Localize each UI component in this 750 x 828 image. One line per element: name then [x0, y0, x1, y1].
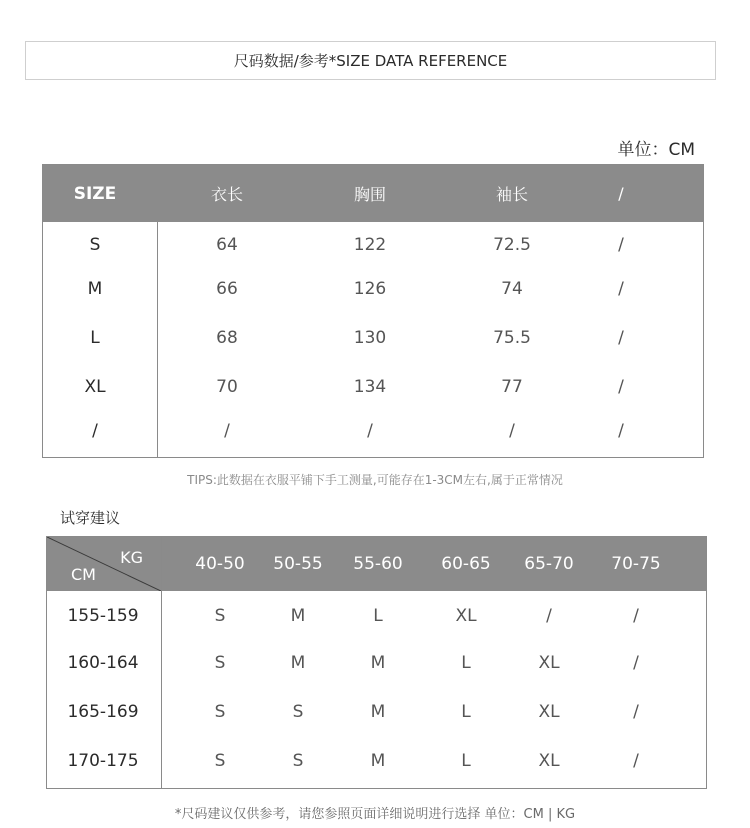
fit-cell: L	[373, 606, 383, 626]
sleeve-cell: /	[509, 421, 515, 441]
header-extra: /	[618, 184, 624, 203]
fit-cell: S	[214, 653, 226, 673]
fit-cell: M	[370, 653, 386, 673]
table-row	[47, 737, 706, 785]
header-sleeve: 袖长	[495, 185, 528, 204]
fit-cell: S	[292, 702, 304, 722]
corner-kg-label: KG	[120, 548, 143, 567]
weight-header: 65-70	[524, 554, 574, 574]
fit-section-title: 试穿建议	[60, 509, 121, 527]
fit-cell: L	[461, 702, 471, 722]
extra-cell: /	[618, 279, 624, 299]
fit-cell: /	[633, 751, 639, 771]
weight-header: 55-60	[353, 554, 403, 574]
size-cell: L	[90, 328, 100, 348]
table-row	[43, 266, 703, 312]
fit-cell: S	[214, 606, 226, 626]
table-row	[43, 315, 703, 361]
weight-header: 60-65	[441, 554, 491, 574]
height-cell: 155-159	[67, 606, 139, 626]
size-table-header	[43, 165, 703, 222]
size-cell: /	[92, 421, 98, 441]
header-length: 衣长	[210, 185, 243, 204]
size-cell: S	[89, 235, 101, 255]
fit-cell: M	[370, 702, 386, 722]
size-cell: XL	[84, 377, 106, 397]
extra-cell: /	[618, 328, 624, 348]
fit-cell: XL	[455, 606, 477, 626]
size-cell: M	[87, 279, 103, 299]
extra-cell: /	[618, 235, 624, 255]
fit-cell: XL	[538, 751, 560, 771]
fit-cell: /	[546, 606, 552, 626]
chest-cell: 122	[353, 235, 387, 255]
weight-header: 40-50	[195, 554, 245, 574]
length-cell: 64	[216, 235, 238, 255]
extra-cell: /	[618, 421, 624, 441]
length-cell: /	[224, 421, 230, 441]
fit-cell: XL	[538, 653, 560, 673]
chest-cell: /	[367, 421, 373, 441]
sleeve-cell: 77	[501, 377, 523, 397]
diagonal-line	[47, 537, 161, 591]
sleeve-cell: 72.5	[493, 235, 531, 255]
fit-cell: /	[633, 606, 639, 626]
sleeve-cell: 75.5	[493, 328, 531, 348]
chest-cell: 130	[353, 328, 387, 348]
unit-label: 单位：CM	[617, 140, 695, 160]
fit-cell: L	[461, 751, 471, 771]
chest-cell: 134	[353, 377, 387, 397]
fit-table	[46, 536, 707, 789]
size-table	[42, 164, 704, 458]
fit-corner-cell	[47, 537, 161, 591]
fit-cell: S	[214, 751, 226, 771]
weight-header: 70-75	[611, 554, 661, 574]
length-cell: 70	[216, 377, 238, 397]
fit-cell: S	[292, 751, 304, 771]
header-size: SIZE	[73, 183, 117, 204]
extra-cell: /	[618, 377, 624, 397]
fit-cell: M	[290, 606, 306, 626]
table-row	[47, 688, 706, 736]
sleeve-cell: 74	[501, 279, 523, 299]
table-row	[43, 408, 703, 454]
height-cell: 165-169	[67, 702, 139, 722]
length-cell: 66	[216, 279, 238, 299]
fit-cell: S	[214, 702, 226, 722]
fit-cell: /	[633, 653, 639, 673]
fit-cell: XL	[538, 702, 560, 722]
fit-cell: M	[370, 751, 386, 771]
chest-cell: 126	[353, 279, 387, 299]
weight-header: 50-55	[273, 554, 323, 574]
fit-table-header	[47, 537, 706, 591]
title-box	[25, 41, 716, 80]
height-cell: 160-164	[67, 653, 139, 673]
corner-cm-label: CM	[71, 565, 96, 584]
page-title: 尺码数据/参考*SIZE DATA REFERENCE	[233, 52, 508, 70]
footnote: *尺码建议仅供参考，请您参照页面详细说明进行选择 单位：CM | KG	[174, 807, 576, 822]
height-cell: 170-175	[67, 751, 139, 771]
table-row	[43, 364, 703, 410]
fit-cell: /	[633, 702, 639, 722]
header-chest: 胸围	[353, 185, 386, 204]
table-row	[43, 222, 703, 268]
fit-cell: L	[461, 653, 471, 673]
table-row	[47, 592, 706, 640]
table-row	[47, 639, 706, 687]
fit-cell: M	[290, 653, 306, 673]
measurement-tips: TIPS:此数据在衣服平铺下手工测量,可能存在1-3CM左右,属于正常情况	[187, 473, 563, 487]
length-cell: 68	[216, 328, 238, 348]
